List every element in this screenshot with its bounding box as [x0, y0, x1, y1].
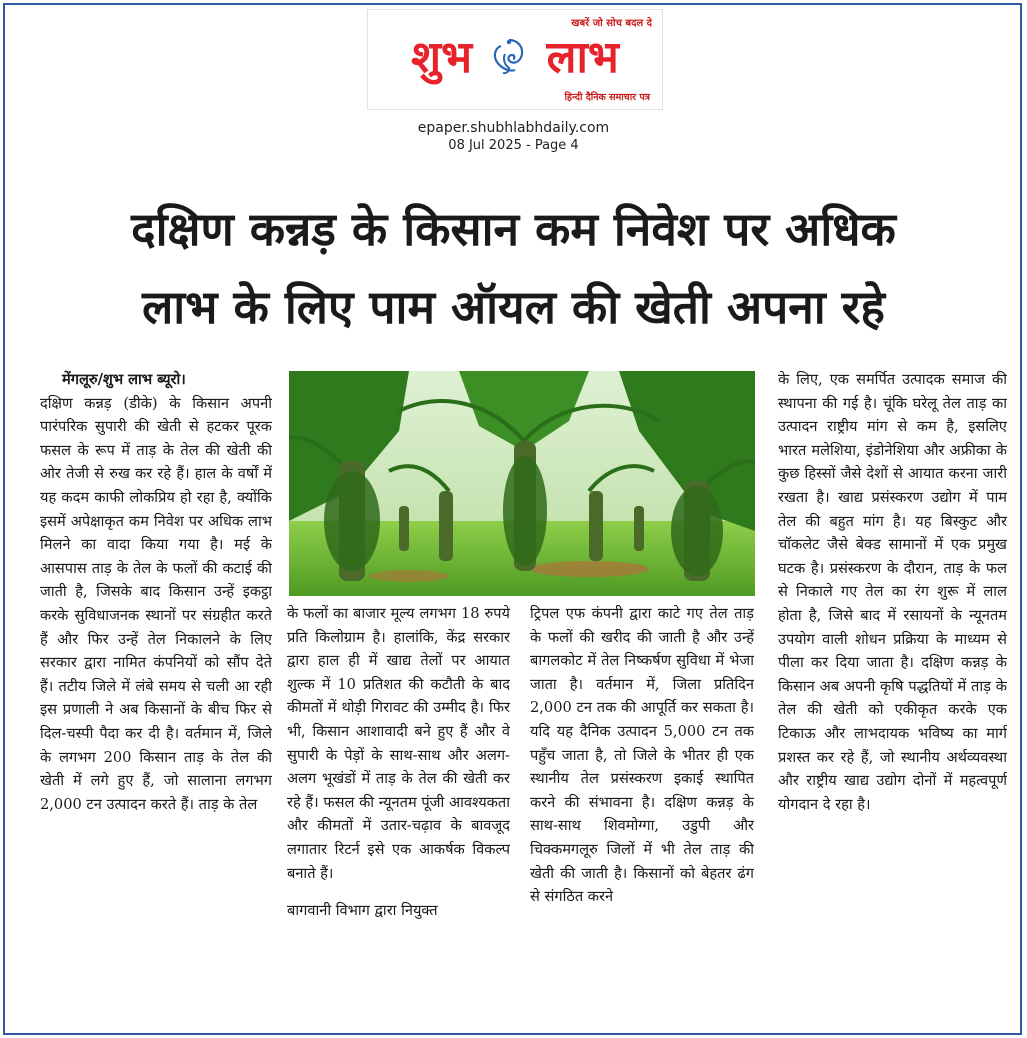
ganesha-icon	[487, 34, 531, 78]
article-column-2	[287, 602, 510, 1030]
headline-line-1: दक्षिण कन्नड़ के किसान कम निवेश पर अधिक	[131, 202, 896, 256]
epaper-url: epaper.shubhlabhdaily.com	[417, 120, 610, 136]
article-column-1	[40, 368, 272, 1030]
palm-trees-image	[289, 371, 755, 596]
newspaper-masthead	[367, 9, 663, 110]
article-column-3	[530, 602, 754, 1030]
logo-text-left: शुभ	[411, 32, 473, 83]
article-headline	[20, 190, 1007, 346]
edition-date-page: 08 Jul 2025 - Page 4	[448, 138, 579, 153]
logo-text-right: लाभ	[546, 32, 619, 83]
column-3-text: ट्रिपल एफ कंपनी द्वारा काटे गए तेल ताड़ के फलों की खरीद की जाती है और उन्हें बागलकोट में तेल निष्कर्षण सुविधा में भेजा जाता है। वर्तमान में, जिला प्रतिदिन 2,000 टन तक की आपूर्ति कर सकता है। यदि यह दैनिक उत्पादन 5,000 टन तक पहुँच जाता है, तो जिले के भीतर ही एक स्थानीय तेल प्रसंस्करण इकाई स्थापित करने की संभावना है। दक्षिण कन्नड़ के साथ-साथ शिवमोग्गा, उडुपी और चिक्कमगलूरु जिलों में भी तेल ताड़ की खेती की जाती है। किसानों को बेहतर ढंग से संगठित करने	[530, 605, 754, 906]
palm-plantation-photo	[289, 371, 755, 596]
edition-info	[0, 119, 1027, 155]
headline-line-2: लाभ के लिए पाम ऑयल की खेती अपना रहे	[142, 280, 885, 334]
article-column-4	[778, 368, 1007, 1030]
column-2-text: के फलों का बाजार मूल्य लगभग 18 रुपये प्रति किलोग्राम है। हालांकि, केंद्र सरकार द्वारा हाल ही में खाद्य तेलों पर आयात शुल्क में 10 प्रतिशत की कटौती के बाद कीमतों में थोड़ी गिरावट की उम्मीद है। फिर भी, किसान आशावादी बने हुए हैं और वे सुपारी के पेड़ों के साथ-साथ और अलग-अलग भूखंडों में ताड़ के तेल की खेती कर रहे हैं। फसल की न्यूनतम पूंजी आवश्यकता और कीमतों में उतार-चढ़ाव के बावजूद लगातार रिटर्न इसे एक आकर्षक विकल्प बनाते हैं।	[287, 605, 510, 882]
masthead-logo	[368, 30, 662, 86]
column-4-text: के लिए, एक समर्पित उत्पादक समाज की स्थापना की गई है। चूंकि घरेलू तेल ताड़ का उत्पादन राष्ट्रीय मांग से कम है, इसलिए भारत मलेशिया, इंडोनेशिया और अफ्रीका के कुछ हिस्सों जैसे देशों से आयात करना जारी रखता है। खाद्य प्रसंस्करण उद्योग में पाम तेल की बहुत मांग है। यह बिस्कुट और चॉकलेट जैसे बेक्ड सामानों में एक प्रमुख घटक है। प्रसंस्करण के दौरान, ताड़ के फल से निकाले गए तेल का रंग शुरू में लाल होता है, जिसे बाद में रसायनों के न्यूनतम उपयोग वाली शोधन प्रक्रिया के माध्यम से पीला कर दिया जाता है। दक्षिण कन्नड़ के किसान अब अपनी कृषि पद्धतियों में ताड़ के तेल की खेती को एकीकृत करके एक टिकाऊ और लाभदायक भविष्य का मार्ग प्रशस्त कर रहे हैं, जो स्थानीय अर्थव्यवस्था और राष्ट्रीय खाद्य उद्योग दोनों में महत्वपूर्ण योगदान दे रहा है।	[778, 371, 1007, 813]
article-byline: मेंगलूरु/शुभ लाभ ब्यूरो।	[62, 371, 186, 388]
masthead-subtitle: हिन्दी दैनिक समाचार पत्र	[564, 92, 650, 103]
column-1-text: दक्षिण कन्नड़ (डीके) के किसान अपनी पारंपरिक सुपारी की खेती से हटकर पूरक फसल के रूप में ताड़ के तेल की खेती की ओर तेजी से रुख कर रहे हैं। हाल के वर्षों में यह कदम काफी लोकप्रिय हो रहा है, क्योंकि इसमें अपेक्षाकृत कम निवेश पर अधिक लाभ मिलने का वादा किया गया है। मई के आसपास ताड़ के तेल के फलों की कटाई की जाती है, जिसके बाद किसान उन्हें इकट्ठा करके सुविधाजनक स्थानों पर संग्रहीत करते हैं और फिर उन्हें तेल निकालने के लिए सरकार द्वारा नामित कंपनियों को सौंप देते हैं। तटीय जिले में लंबे समय से चली आ रही इस प्रणाली ने अब किसानों के बीच फिर से दिल-चस्पी पैदा कर दी है। वर्तमान में, जिले के लगभग 200 किसान ताड़ के तेल की खेती में लगे हुए हैं, जो सालाना लगभग 2,000 टन उत्पादन करते हैं। ताड़ के तेल	[40, 394, 272, 813]
masthead-tagline: खबरें जो सोच बदल दे	[571, 18, 652, 29]
column-2-text-continued: बागवानी विभाग द्वारा नियुक्त	[287, 902, 438, 920]
